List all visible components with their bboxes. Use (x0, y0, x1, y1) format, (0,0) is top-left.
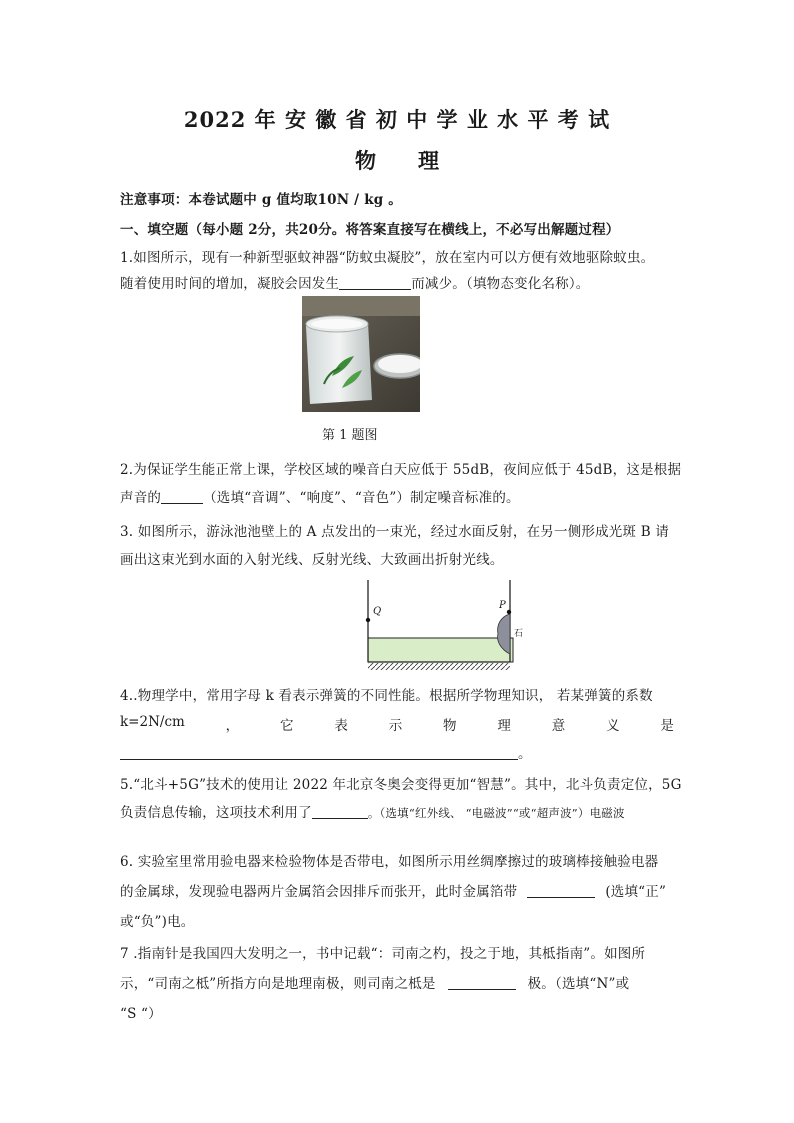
q6-line2 (120, 880, 666, 900)
q4-word: 义 (606, 718, 620, 734)
pool-diagram (360, 576, 530, 672)
q2-text-before: 声音的 (120, 490, 162, 506)
q3-line2: 画出这束光到水面的入射光线、反射光线、大致画出折射光线。 (120, 552, 504, 568)
q2-line1: 2.为保证学生能正常上课，学校区域的噪音白天应低于 55dB，夜间应低于 45dB，这是根据 (120, 462, 682, 478)
q4-word: 物 (443, 718, 457, 734)
notice-text: 注意事项：本卷试题中 g 值均取10N / kg 。 (120, 192, 402, 208)
q1-line2 (120, 272, 590, 292)
q5-line1: 5.“北斗+5G”技术的使用让 2022 年北京冬奥会变得更加“智慧”。其中，北斗负责定位，5G (120, 777, 682, 793)
stone-label: 石 (514, 629, 524, 639)
q1-text-before: 随着使用时间的增加，凝胶会因发生 (120, 276, 340, 292)
q4-word: 理 (497, 718, 511, 734)
q5-text-after: 。（选填“红外线、 “电磁波”“或“超声波”）电磁波 (367, 806, 625, 820)
point-p-label: P (499, 600, 506, 611)
q2-answer-blank[interactable] (161, 491, 203, 504)
section-heading: 一、填空题（每小题 2分，共20分。将答案直接写在横线上，不必写出解题过程） (120, 222, 620, 238)
q2-text-after: （选填“音调”、“响度”、“音色”）制定噪音标准的。 (203, 490, 520, 506)
q4-word: k=2N/cm (120, 714, 185, 730)
q5-answer-blank[interactable] (312, 806, 368, 819)
q4-word: 意 (551, 718, 566, 734)
q4-word: ， (225, 718, 240, 734)
q4-line3-end: 。 (518, 746, 532, 762)
q7-text-before: 示，“司南之柢”所指方向是地理南极，则司南之柢是 (120, 976, 436, 992)
q5-text-before: 负责信息传输，这项技术利用了 (120, 805, 312, 821)
q1-text-after: 而减少。（填物态变化名称）。 (411, 276, 590, 292)
q4-line2 (120, 714, 674, 734)
q4-line1: 4..物理学中，常用字母 k 看表示弹簧的不同性能。根据所学物理知识， 若某弹簧的系数 (120, 688, 653, 704)
point-p-dot (507, 610, 511, 614)
q6-line3: 或“负”)电。 (120, 914, 195, 930)
q7-line1: 7 .指南针是我国四大发明之一，书中记载“：司南之杓，投之于地，其柢指南”。如图所 (120, 946, 646, 962)
q4-word: 是 (660, 718, 674, 734)
q4-word: 示 (388, 718, 403, 734)
q5-line2 (120, 801, 625, 821)
subject-title: 物 理 (355, 148, 439, 173)
q6-line1: 6. 实验室里常用验电器来检验物体是否带电，如图所示用丝绸摩擦过的玻璃棒接触验电器 (120, 854, 659, 870)
mosquito-gel-photo (302, 296, 420, 412)
exam-title: 2022 年 安 徽 省 初 中 学 业 水 平 考 试 (183, 107, 611, 132)
q7-answer-blank[interactable] (448, 977, 516, 990)
q4-line3 (120, 742, 532, 762)
point-q-dot (366, 618, 370, 622)
q7-line3: “S “） (120, 1006, 162, 1022)
q4-word: 表 (334, 718, 348, 734)
q4-answer-blank[interactable] (120, 747, 518, 760)
q1-figure-caption: 第 1 题图 (322, 428, 378, 443)
q6-text-before: 的金属球，发现验电器两片金属箔会因排斥而张开，此时金属箔带 (120, 884, 518, 900)
q6-answer-blank[interactable] (527, 885, 595, 898)
q2-line2 (120, 486, 520, 506)
point-q-label: Q (373, 606, 382, 617)
q1-answer-blank[interactable] (339, 277, 411, 290)
q6-text-after: (选填“正” (605, 884, 667, 900)
q7-line2 (120, 972, 629, 992)
q7-text-after: 极。（选填“N”或 (527, 976, 630, 992)
q4-word: 它 (280, 718, 294, 734)
q3-line1: 3. 如图所示，游泳池池壁上的 A 点发出的一束光，经过水面反射，在另一侧形成光斑 B 请 (120, 524, 670, 540)
q1-line1: 1.如图所示，现有一种新型驱蚊神器“防蚊虫凝胶”，放在室内可以方便有效地驱除蚊虫。 (120, 250, 655, 266)
